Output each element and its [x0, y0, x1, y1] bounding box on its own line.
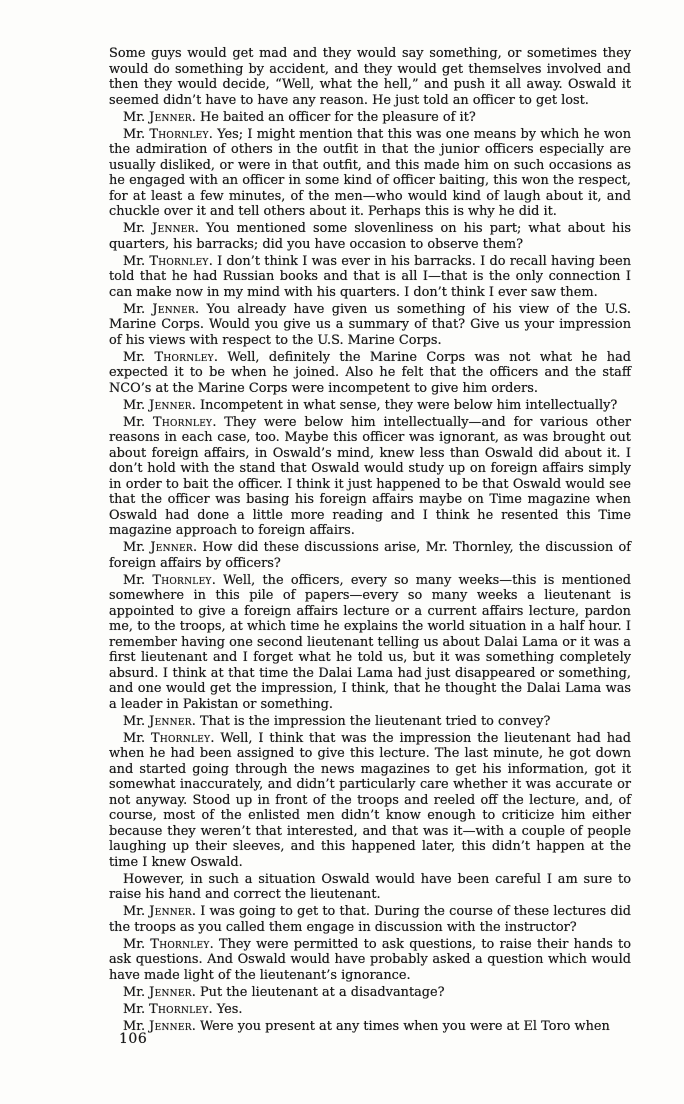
paragraph-text: You already have given us something of his view of the U.S. Marine Corps. Would you give us a summary of that? Give us your impression of his views with respect to the U.S. Marine Corps.	[109, 301, 631, 348]
paragraph-text: You mentioned some slovenliness on his part; what about his quarters, his barracks; did you have occasion to observe them?	[109, 221, 631, 252]
paragraph-text: Yes; I might mention that this was one means by which he won the admiration of others in the outfit in that the junior officers especially are usually disliked, or were in that outfit, and this made him on such occasions as he engaged with an officer in some kind of officer baiting, this won the respect, for at least a few minutes, of the men—who would kind of laugh about it, and chuckle over it and tell others about it. Perhaps this is why he did it.	[109, 126, 631, 219]
speaker-name: Mr. Thornley.	[123, 126, 218, 142]
transcript-paragraph	[109, 904, 631, 935]
paragraph-text: Some guys would get mad and they would say something, or sometimes they would do something by accident, and they would get themselves involved and then they would decide, “Well, what the hell,” and push it all away. Oswald it seemed didn’t have to have any reason. He just told an officer to get lost.	[109, 46, 631, 108]
paragraph-text: Incompetent in what sense, they were below him intellectually?	[199, 397, 618, 413]
speaker-name: Mr. Thornley.	[123, 936, 220, 952]
speaker-name: Mr. Thornley.	[123, 414, 225, 430]
paragraph-text: They were below him intellectually—and for various other reasons in each case, too. Maybe this officer was ignorant, as was brought out about foreign affairs, in Oswald’s mind, knew less than Oswald did about it. I don’t hold with the stand that Oswald would study up on foreign affairs simply in order to bait the officer. I think it just happened to be that Oswald would see that the officer was basing his foreign affairs maybe on Time magazine when Oswald had done a little more reading and I think he resented this Time magazine approach to foreign affairs.	[109, 414, 631, 538]
paragraph-text: Well, the officers, every so many weeks—this is mentioned somewhere in this pile of papers—every so many weeks a lieutenant is appointed to give a foreign affairs lecture or a current affairs lecture, pardon me, to the troops, at which time he explains the world situation in a half hour. I remember having one second lieutenant telling us about Dalai Lama or it was a first lieutenant and I forget what he told us, but it was something completely absurd. I think at that time the Dalai Lama had just disappeared or something, and one would get the impression, I think, that he thought the Dalai Lama was a leader in Pakistan or something.	[109, 572, 631, 712]
paragraph-text: I don’t think I was ever in his barracks. I do recall having been told that he had Russian books and that is all I—that is the only connection I can make now in my mind with his quarters. I don’t think I ever saw them.	[109, 253, 632, 300]
speaker-name: Mr. Thornley.	[123, 253, 218, 269]
transcript	[109, 46, 631, 1036]
transcript-paragraph	[109, 540, 631, 571]
transcript-paragraph	[109, 127, 631, 220]
speaker-name: Mr. Jenner.	[123, 984, 200, 1000]
paragraph-text: Well, I think that was the impression the lieutenant had had when he had been assigned to give this lecture. The last minute, he got down and started going through the news magazines to get his information, got it somewhat inaccurately, and didn’t particularly care whether it was accurate or not anyway. Stood up in front of the troops and reeled off the lecture, and, of course, most of the enlisted men didn’t know enough to criticize him either because they weren’t that interested, and that was it—with a couple of people laughing up their sleeves, and this happened later, this didn’t happen at the time I knew Oswald.	[109, 730, 632, 870]
paragraph-text: How did these discussions arise, Mr. Thornley, the discussion of foreign affairs by officers?	[109, 540, 632, 571]
paragraph-text: Put the lieutenant at a disadvantage?	[199, 984, 445, 1000]
paragraph-text: However, in such a situation Oswald would have been careful I am sure to raise his hand and correct the lieutenant.	[109, 871, 631, 902]
transcript-paragraph	[109, 714, 631, 730]
speaker-name: Mr. Thornley.	[123, 572, 224, 588]
page-number: 106	[119, 1031, 148, 1047]
transcript-paragraph	[109, 415, 631, 539]
speaker-name: Mr. Jenner.	[123, 713, 200, 729]
transcript-paragraph	[109, 1002, 631, 1018]
paragraph-text: I was going to get to that. During the course of these lectures did the troops as you called them engage in discussion with the instructor?	[109, 904, 632, 935]
transcript-paragraph	[109, 254, 631, 301]
transcript-paragraph	[109, 985, 631, 1001]
speaker-name: Mr. Jenner.	[123, 221, 206, 236]
speaker-name: Mr. Jenner.	[123, 540, 203, 555]
transcript-paragraph	[109, 937, 631, 984]
speaker-name: Mr. Jenner.	[123, 1018, 200, 1034]
paragraph-text: They were permitted to ask questions, to raise their hands to ask questions. And Oswald would have probably asked a question which would have made light of the lieutenant’s ignorance.	[109, 936, 632, 983]
speaker-name: Mr. Thornley.	[123, 1001, 217, 1017]
transcript-paragraph	[109, 350, 631, 397]
transcript-paragraph	[109, 110, 631, 126]
speaker-name: Mr. Jenner.	[123, 109, 200, 125]
transcript-paragraph	[109, 302, 631, 349]
speaker-name: Mr. Jenner.	[123, 397, 200, 413]
speaker-name: Mr. Thornley.	[123, 730, 221, 746]
speaker-name: Mr. Jenner.	[123, 301, 207, 317]
transcript-paragraph	[109, 398, 631, 414]
paragraph-text: That is the impression the lieutenant tried to convey?	[199, 713, 551, 729]
transcript-paragraph	[109, 221, 631, 252]
transcript-paragraph	[109, 46, 631, 108]
paragraph-text: Were you present at any times when you were at El Toro when	[199, 1018, 610, 1034]
transcript-paragraph	[109, 872, 631, 903]
paragraph-text: Well, definitely the Marine Corps was not what he had expected it to be when he joined. Also he felt that the officers and the staff NCO’s at the Marine Corps were incompetent to give him orders.	[109, 349, 632, 396]
transcript-paragraph	[109, 573, 631, 713]
speaker-name: Mr. Thornley.	[123, 349, 228, 365]
paragraph-text: Yes.	[216, 1001, 243, 1017]
paragraph-text: He baited an officer for the pleasure of it?	[199, 109, 476, 125]
transcript-paragraph	[109, 731, 631, 871]
transcript-paragraph	[109, 1019, 631, 1035]
speaker-name: Mr. Jenner.	[123, 904, 201, 919]
